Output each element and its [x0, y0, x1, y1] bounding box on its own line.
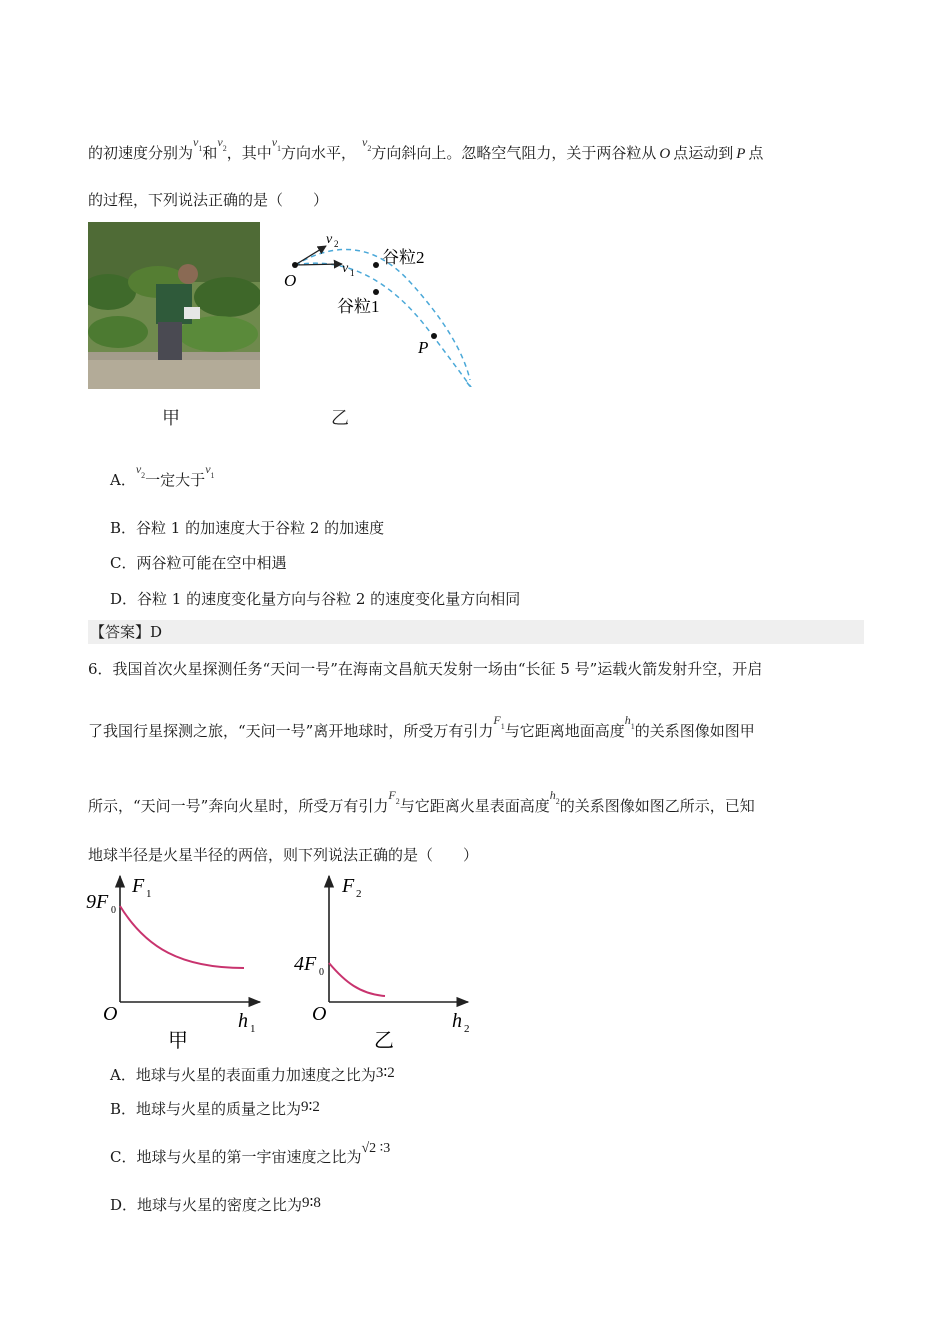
- f2-symbol: $F_2$: [388, 788, 400, 807]
- v2-arrow: [295, 246, 326, 265]
- path-grain-1: [295, 263, 472, 387]
- q5-option-d: D．谷粒 1 的速度变化量方向与谷粒 2 的速度变化量方向相同: [110, 590, 521, 608]
- svg-text:0: 0: [319, 967, 324, 978]
- fig-caption-left: 甲: [162, 408, 180, 429]
- option-c-ratio: √2 ∶3: [361, 1141, 391, 1156]
- v1-symbol: $v_1$: [205, 462, 215, 481]
- option-c-text: C．地球与火星的第一宇宙速度之比为: [110, 1148, 362, 1166]
- q6-text: 与它距离火星表面高度: [399, 797, 550, 815]
- svg-text:O: O: [103, 1003, 118, 1025]
- svg-text:P: P: [418, 338, 429, 357]
- force-curve: [329, 963, 385, 996]
- option-a-prefix: A．: [110, 471, 136, 489]
- svg-text:v: v: [326, 232, 333, 247]
- v2-symbol: $v_2$: [217, 135, 227, 154]
- svg-text:h: h: [452, 1010, 462, 1032]
- option-a-text: A．地球与火星的表面重力加速度之比为: [110, 1066, 376, 1084]
- svg-text:2: 2: [334, 239, 339, 249]
- path-grain-2: [295, 249, 470, 380]
- q5-text: 和: [202, 144, 218, 162]
- force-curve: [120, 906, 244, 968]
- v1-symbol: $v_1$: [271, 135, 282, 154]
- q5-line-1: [88, 135, 764, 169]
- graph-left: [86, 870, 286, 1060]
- point-p-dot: [431, 333, 437, 339]
- point-o-dot: [292, 262, 298, 268]
- svg-text:谷粒1: 谷粒1: [337, 297, 380, 316]
- svg-text:1: 1: [146, 888, 152, 900]
- grain1-dot: [373, 289, 379, 295]
- q5-text: 点运动到: [673, 144, 734, 162]
- svg-text:2: 2: [464, 1023, 470, 1035]
- h2-symbol: $h_2$: [549, 788, 560, 807]
- trajectory-diagram: [280, 222, 480, 387]
- svg-text:1: 1: [350, 268, 355, 278]
- q5-text: ，其中: [226, 144, 272, 162]
- q6-option-d: [110, 1195, 321, 1216]
- svg-text:乙: 乙: [374, 1030, 394, 1052]
- fig-caption-right: 乙: [331, 408, 349, 429]
- q6-text: 所示，“天问一号”奔向火星时，所受万有引力: [88, 797, 389, 815]
- svg-text:2: 2: [356, 888, 362, 900]
- svg-text:F: F: [132, 875, 145, 897]
- svg-text:1: 1: [250, 1023, 256, 1035]
- svg-text:4F: 4F: [294, 953, 317, 975]
- q5-option-c: C．两谷粒可能在空中相遇: [110, 554, 287, 572]
- point-o: O: [659, 146, 671, 162]
- q6-line-1: 6．我国首次火星探测任务“天问一号”在海南文昌航天发射一场由“长征 5 号”运载火箭发射升空，开启: [88, 660, 763, 678]
- option-b-ratio: 9∶2: [301, 1099, 320, 1115]
- option-a-text: 一定大于: [145, 471, 206, 489]
- q6-line-2: [88, 713, 755, 747]
- option-a-ratio: 3∶2: [375, 1065, 395, 1081]
- q6-text: 与它距离地面高度: [504, 722, 625, 740]
- grain2-dot: [373, 262, 379, 268]
- svg-text:甲: 甲: [168, 1030, 188, 1052]
- f1-symbol: $F_1$: [493, 713, 505, 732]
- q5-option-b: B．谷粒 1 的加速度大于谷粒 2 的加速度: [110, 519, 385, 537]
- option-b-text: B．地球与火星的质量之比为: [110, 1100, 302, 1118]
- svg-text:O: O: [312, 1003, 327, 1025]
- svg-text:v: v: [342, 261, 349, 276]
- q5-option-a: [110, 462, 215, 496]
- svg-text:谷粒2: 谷粒2: [382, 248, 425, 267]
- svg-text:O: O: [284, 271, 297, 290]
- svg-text:h: h: [238, 1010, 248, 1032]
- q5-text: 的初速度分别为: [88, 144, 194, 162]
- svg-text:0: 0: [111, 905, 116, 916]
- q6-option-c: [110, 1141, 391, 1169]
- svg-text:9F: 9F: [86, 891, 109, 913]
- q6-text: 了我国行星探测之旅，“天问一号”离开地球时，所受万有引力: [88, 722, 494, 740]
- point-p: P: [736, 146, 746, 162]
- option-d-ratio: 9∶8: [302, 1195, 321, 1211]
- q6-line-4: 地球半径是火星半径的两倍，则下列说法正确的是（ ）: [88, 846, 479, 864]
- q6-option-a: [110, 1065, 395, 1086]
- q5-text: 点: [748, 144, 764, 162]
- option-d-text: D．地球与火星的密度之比为: [110, 1196, 303, 1214]
- q6-line-3: [88, 788, 755, 822]
- q6-option-b: [110, 1099, 320, 1120]
- q5-line-2: 的过程，下列说法正确的是（ ）: [88, 191, 329, 209]
- v1-symbol: $v_1$: [193, 135, 203, 154]
- q6-text: 的关系图像如图乙所示，已知: [559, 797, 755, 815]
- h1-symbol: $h_1$: [624, 713, 635, 732]
- q5-text: 方向水平，: [281, 144, 357, 162]
- q6-text: 的关系图像如图甲: [634, 722, 755, 740]
- farmer-photo: [88, 222, 260, 389]
- v2-symbol: $v_2$: [135, 462, 146, 481]
- answer-bar: [88, 620, 864, 644]
- answer-text: 【答案】D: [90, 623, 163, 641]
- v2-symbol: $v_2$: [362, 135, 372, 154]
- q5-text: 方向斜向上。忽略空气阻力，关于两谷粒从: [371, 144, 657, 162]
- svg-text:F: F: [342, 875, 355, 897]
- graph-right: [290, 870, 480, 1060]
